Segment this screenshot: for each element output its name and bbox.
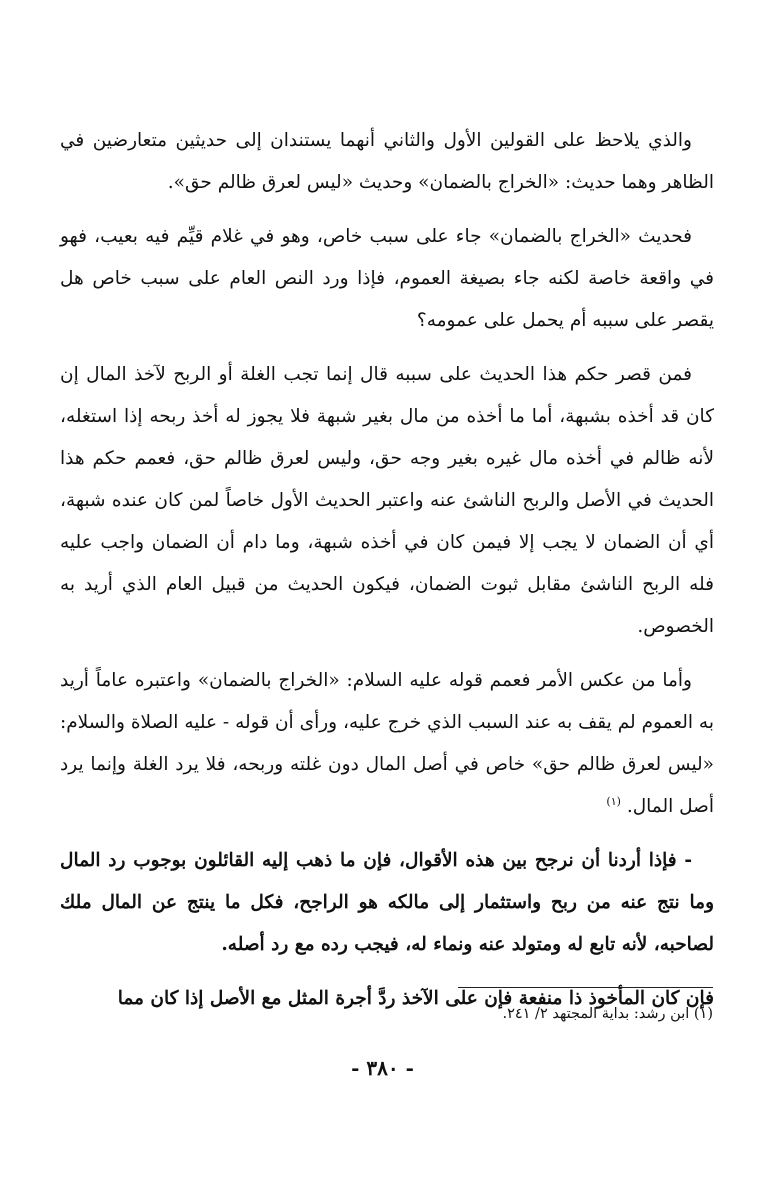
- paragraph-5: - فإذا أردنا أن نرجح بين هذه الأقوال، فإن ما ذهب إليه القائلون بوجوب رد المال وما نتج عنه من ربح واستثمار إلى مالكه هو الراجح، فكل ما ينتج عن المال ملك لصاحبه، لأنه تابع له ومتولد عنه ونماء له، فيجب رده مع رد أصله.: [60, 850, 714, 955]
- footnote-reference: (١): [606, 794, 621, 808]
- paragraph-3: فمن قصر حكم هذا الحديث على سببه قال إنما تجب الغلة أو الربح لآخذ المال إن كان قد أخذه بشبهة، أما ما أخذه من مال بغير شبهة فلا يجوز له أخذ ربحه إذا استغله، لأنه ظالم في أخذه مال غيره بغير وجه حق، وليس لعرق ظالم حق، فعمم حكم هذا الحديث في الأصل والربح الناشئ عنه واعتبر الحديث الأول خاصاً لمن كان عنده شبهة، أي أن الضمان لا يجب إلا فيمن كان في أخذه شبهة، وما دام أن الضمان واجب عليه فله الربح الناشئ مقابل ثبوت الضمان، فيكون الحديث من قبيل العام الذي أريد به الخصوص.: [60, 364, 714, 637]
- page-body: [60, 110, 714, 1032]
- paragraph-2: فحديث «الخراج بالضمان» جاء على سبب خاص، وهو في غلام قيِّم فيه بعيب، فهو في واقعة خاصة لكنه جاء بصيغة العموم، فإذا ورد النص العام على سبب خاص هل يقصر على سببه أم يحمل على عمومه؟: [60, 226, 714, 331]
- footnote: (١) ابن رشد: بداية المجتهد ٢/ ٢٤١.: [502, 1006, 713, 1022]
- paragraph-1: والذي يلاحظ على القولين الأول والثاني أنهما يستندان إلى حديثين متعارضين في الظاهر وهما حديث: «الخراج بالضمان» وحديث «ليس لعرق ظالم حق».: [60, 130, 714, 193]
- paragraph-4-text: وأما من عكس الأمر فعمم قوله عليه السلام: «الخراج بالضمان» واعتبره عاماً أريد به العموم لم يقف به عند السبب الذي خرج عليه، ورأى أن قوله - عليه الصلاة والسلام: «ليس لعرق ظالم حق» خاص في أصل المال دون غلته وربحه، فلا يرد الغلة وإنما يرد أصل المال.: [60, 670, 714, 817]
- footnote-divider: [458, 987, 713, 988]
- paragraph-6: فإن كان المأخوذ ذا منفعة فإن على الآخذ ردَّ أجرة المثل مع الأصل إذا كان مما: [117, 988, 714, 1009]
- page-number: - ٣٨٠ -: [351, 1056, 414, 1080]
- paragraph-4: [60, 660, 714, 828]
